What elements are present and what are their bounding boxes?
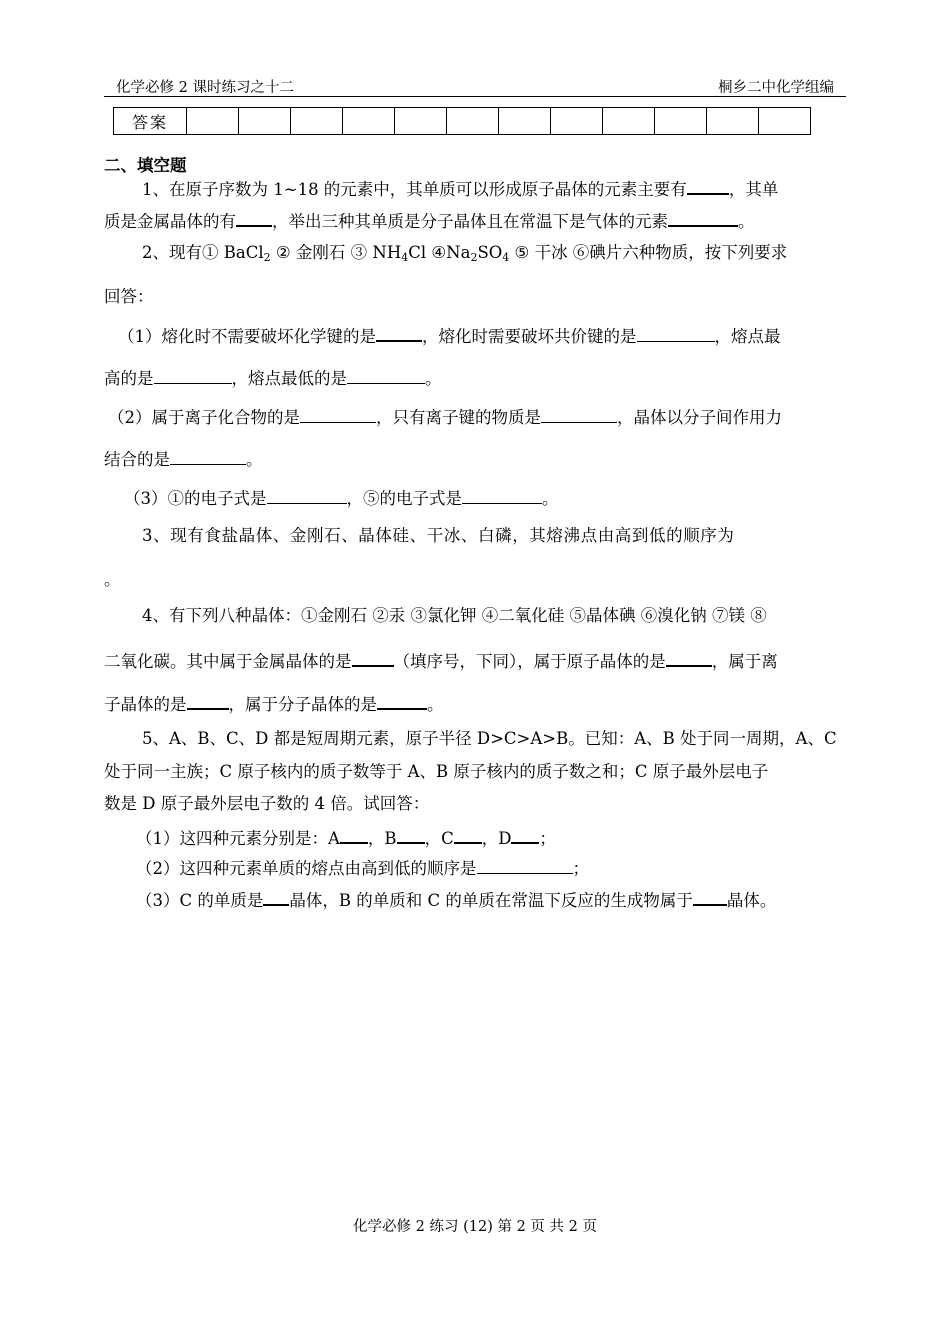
answer-cell[interactable] <box>187 108 239 135</box>
q2-p2-text: ，只有离子键的物质是 <box>376 408 541 427</box>
answer-cell[interactable] <box>603 108 655 135</box>
q5-blank-c[interactable] <box>454 826 482 844</box>
q2-intro-text: 2、现有① BaCl <box>142 243 264 262</box>
answer-cell[interactable] <box>551 108 603 135</box>
q4-text: 。 <box>427 695 444 714</box>
q2-p2-text: 结合的是 <box>104 450 170 469</box>
header-course-title: 化学必修 2 课时练习之十二 <box>116 80 294 96</box>
q4-text: 子晶体的是 <box>104 695 187 714</box>
q1-text-b: ，其单 <box>728 180 779 199</box>
q5-blank-a[interactable] <box>340 826 368 844</box>
q5-p3-text: 晶体，B 的单质和 C 的单质在常温下反应的生成物属于 <box>289 891 693 910</box>
q2-p1-text: ，熔点最 <box>714 327 781 346</box>
q4-blank-4[interactable] <box>377 692 427 710</box>
q4-text: 二氧化碳。其中属于金属晶体的是 <box>104 652 352 671</box>
q2-part3 <box>104 487 848 509</box>
q2-p1-blank-3[interactable] <box>154 367 232 384</box>
q2-p2-text: 。 <box>246 450 263 469</box>
q2-p1-blank-2[interactable] <box>637 325 715 342</box>
answer-cell[interactable] <box>239 108 291 135</box>
answer-cell[interactable] <box>291 108 343 135</box>
q2-intro-text: SO <box>477 243 503 262</box>
answer-cell[interactable] <box>707 108 759 135</box>
q2-p3-text: ，⑤的电子式是 <box>346 489 462 508</box>
q2-p1-blank-4[interactable] <box>347 367 425 384</box>
q5-p1-text: ； <box>539 829 556 848</box>
q2-intro-text: ② 金刚石 ③ NH <box>270 243 402 262</box>
q4-blank-2[interactable] <box>666 649 712 667</box>
q1-text-a: 1、在原子序数为 1~18 的元素中，其单质可以形成原子晶体的元素主要有 <box>142 180 687 199</box>
q1-blank-1[interactable] <box>687 177 729 195</box>
q2-p1-text: 高的是 <box>104 369 154 388</box>
q4-line2 <box>104 649 848 672</box>
page-footer: 化学必修 2 练习 (12) 第 2 页 共 2 页 <box>353 1219 597 1235</box>
q4-text: ，属于分子晶体的是 <box>228 695 377 714</box>
answer-cell[interactable] <box>343 108 395 135</box>
q1-text-e: 。 <box>738 212 755 231</box>
q2-sub: 2 <box>470 251 478 264</box>
q2-intro-text: ⑤ 干冰 ⑥碘片六种物质，按下列要求 <box>509 243 788 262</box>
q2-p1-text: 。 <box>425 369 442 388</box>
q5-p2-text: ； <box>572 859 589 878</box>
q2-intro-text: Cl ④Na <box>408 243 471 262</box>
q1-text-c: 质是金属晶体的有 <box>104 212 236 231</box>
q4-text: （填序号，下同），属于原子晶体的是 <box>393 652 666 671</box>
q2-p2-blank-3[interactable] <box>170 448 246 465</box>
q2-sub: 4 <box>401 251 409 264</box>
q3-line1: 3、现有食盐晶体、金刚石、晶体硅、干冰、白磷，其熔沸点由高到低的顺序为 <box>142 526 735 545</box>
q2-p1-text: ，熔点最低的是 <box>231 369 347 388</box>
q1-line2 <box>104 209 848 232</box>
answer-table <box>113 107 811 135</box>
q2-p1-text: ，熔化时需要破坏共价键的是 <box>422 327 637 346</box>
q5-p2-text: （2）这四种元素单质的熔点由高到低的顺序是 <box>136 859 477 878</box>
answer-cell[interactable] <box>447 108 499 135</box>
q2-p3-text: （3）①的电子式是 <box>124 489 267 508</box>
q5-line2: 处于同一主族；C 原子核内的质子数等于 A、B 原子核内的质子数之和；C 原子最外层电子 <box>104 762 769 781</box>
header-author: 桐乡二中化学组编 <box>718 80 834 96</box>
q2-intro-line2: 回答： <box>104 287 154 306</box>
answer-cell[interactable] <box>499 108 551 135</box>
q2-sub: 2 <box>263 251 271 264</box>
q5-part1 <box>104 826 848 849</box>
answer-cell[interactable] <box>655 108 707 135</box>
q5-line3: 数是 D 原子最外层电子数的 4 倍。试回答： <box>104 794 430 813</box>
q5-p3-text: （3）C 的单质是 <box>136 891 264 910</box>
q2-part2-line1 <box>104 406 848 428</box>
q1-text-d: ，举出三种其单质是分子晶体且在常温下是气体的元素 <box>272 212 668 231</box>
q5-p1-text: ，C <box>424 829 454 848</box>
q2-p3-blank-1[interactable] <box>267 487 347 504</box>
q2-p2-blank-1[interactable] <box>300 406 376 423</box>
q2-part2-line2 <box>104 448 848 470</box>
q4-blank-3[interactable] <box>187 692 229 710</box>
page-header <box>104 76 846 97</box>
q5-p1-text: （1）这四种元素分别是：A <box>136 829 340 848</box>
q1-blank-2[interactable] <box>236 209 272 227</box>
answer-cell[interactable] <box>759 108 811 135</box>
q2-p1-blank-1[interactable] <box>376 324 422 342</box>
q2-p3-text: 。 <box>542 489 559 508</box>
q2-p2-text: ，晶体以分子间作用力 <box>617 408 782 427</box>
q5-line1: 5、A、B、C、D 都是短周期元素，原子半径 D>C>A>B。已知：A、B 处于同一周期，A、C <box>142 729 837 748</box>
q4-blank-1[interactable] <box>352 649 394 667</box>
q5-part2 <box>104 857 848 879</box>
q2-part1-line2 <box>104 367 848 389</box>
q4-text: ，属于离 <box>711 652 778 671</box>
q2-part1-line1 <box>104 324 848 347</box>
q1-blank-3[interactable] <box>668 209 738 227</box>
q5-p1-text: ，B <box>367 829 397 848</box>
q2-intro <box>104 243 848 263</box>
q2-p2-blank-2[interactable] <box>541 406 617 423</box>
answer-label: 答案 <box>114 108 187 135</box>
q5-blank-order[interactable] <box>477 857 573 874</box>
q5-blank-b[interactable] <box>397 826 425 844</box>
q5-p3-text: 晶体。 <box>726 891 777 910</box>
q4-line1: 4、有下列八种晶体：①金刚石 ②汞 ③氯化钾 ④二氧化硅 ⑤晶体碘 ⑥溴化钠 ⑦镁 ⑧ <box>142 606 767 625</box>
q5-blank-product-crystal[interactable] <box>693 888 727 906</box>
q2-p2-text: （2）属于离子化合物的是 <box>108 408 300 427</box>
q5-p1-text: ，D <box>481 829 512 848</box>
q2-p1-text: （1）熔化时不需要破坏化学键的是 <box>118 327 376 346</box>
q2-sub: 4 <box>502 251 510 264</box>
q3-line2: 。 <box>104 570 121 589</box>
answer-row <box>114 108 811 135</box>
q5-blank-d[interactable] <box>511 826 539 844</box>
q5-blank-c-crystal[interactable] <box>263 888 289 906</box>
answer-cell[interactable] <box>395 108 447 135</box>
q4-line3 <box>104 692 848 715</box>
section-title: 二、填空题 <box>104 156 187 175</box>
q5-part3 <box>104 888 848 911</box>
q2-p3-blank-2[interactable] <box>462 487 542 504</box>
q1-line1 <box>104 177 848 200</box>
